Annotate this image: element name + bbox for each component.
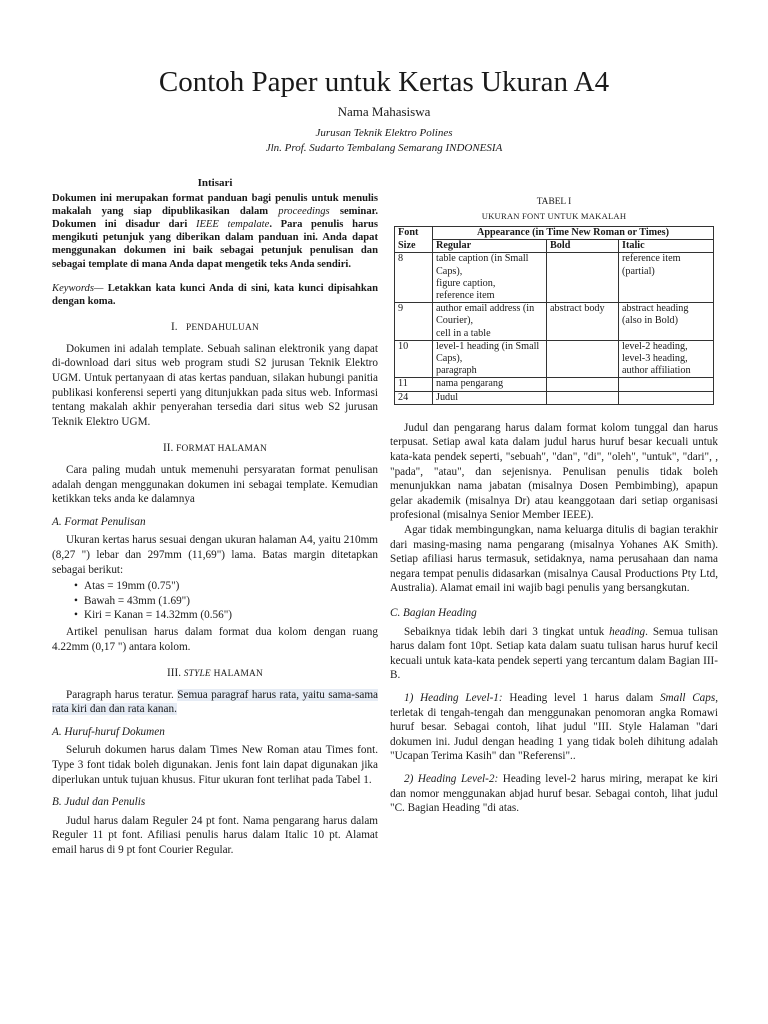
- keywords-label: Keywords—: [52, 282, 104, 294]
- section-2-title: FORMAT HALAMAN: [176, 444, 267, 455]
- table-cell-size: 24: [395, 391, 433, 404]
- section-2-paragraph: Cara paling mudah untuk memenuhi persyaratan format penulisan adalah dengan menggunakan dokumen ini sebagai template. Kemudian ketikkan teks anda ke dalamnya: [52, 463, 378, 506]
- subsection-3c-paragraph: [390, 625, 718, 683]
- subsection-3c-heading: C. Bagian Heading: [390, 606, 477, 619]
- table-cell-bold: [547, 253, 619, 303]
- table-header-font: Font: [395, 227, 433, 240]
- table-header-regular: Regular: [433, 240, 547, 253]
- heading-level-2-label: 2) Heading Level-2:: [404, 772, 499, 785]
- table-row: [395, 303, 714, 341]
- section-1-number: I.: [171, 321, 178, 334]
- section-3-text-a: Paragraph harus teratur.: [66, 688, 178, 701]
- subsection-3b-paragraph: Judul harus dalam Reguler 24 pt font. Nama pengarang harus dalam Reguler 11 pt font. Afiliasi penulis harus dalam Italic 10 pt. Alamat email harus di 9 pt font Courier Regular.: [52, 814, 378, 857]
- table-row: [395, 391, 714, 404]
- author-name: Nama Mahasiswa: [337, 104, 431, 119]
- heading-level-1-label: 1) Heading Level-1:: [404, 691, 503, 704]
- table-header-size: Size: [395, 240, 433, 253]
- subsection-3a-heading: A. Huruf-huruf Dokumen: [52, 725, 165, 738]
- abstract-heading: Intisari: [197, 177, 233, 189]
- table-row: [395, 340, 714, 378]
- section-heading-1: [52, 320, 378, 336]
- keywords-text: Letakkan kata kunci Anda di sini, kata kunci dipisahkan dengan koma.: [52, 282, 378, 308]
- table-subtitle: UKURAN FONT UNTUK MAKALAH: [481, 211, 627, 221]
- table-body: [395, 253, 714, 404]
- table-caption: TABEL I: [536, 197, 572, 207]
- table-header-appearance: Appearance (in Time New Roman or Times): [433, 227, 714, 240]
- table-cell-bold: [547, 340, 619, 378]
- section-3-title-a: STYLE: [183, 669, 211, 680]
- table-cell-italic: level-2 heading, level-3 heading, author affiliation: [619, 340, 714, 378]
- table-cell-size: 11: [395, 378, 433, 391]
- subsection-3c-text-b: heading: [609, 625, 646, 638]
- subsection-3c-text-c: . Semua tulisan harus dalam font 10pt. Setiap kata dalam suatu tulisan harus huruf kecil kecuali untuk kata-kata pendek seperti yang tercantum dalam Bagian III-B.: [390, 625, 718, 682]
- abstract-text-e: . Para penulis harus mengikuti petunjuk yang diberikan dalam panduan ini. Anda dapat menggunakan dokumen ini baik sebagai petunjuk penulisan dan sebagai template di mana Anda dapat mengetik teks Anda sendiri.: [52, 219, 378, 270]
- table-cell-italic: [619, 391, 714, 404]
- affiliation-line-2: Jln. Prof. Sudarto Tembalang Semarang INDONESIA: [265, 142, 503, 154]
- section-3-paragraph: [52, 688, 378, 717]
- subsection-2a-heading: A. Format Penulisan: [52, 515, 146, 528]
- section-3-number: III.: [167, 667, 181, 680]
- subsection-3c-text-a: Sebaiknya tidak lebih dari 3 tingkat untuk: [404, 625, 610, 638]
- table-row: [395, 253, 714, 303]
- affiliation-line-1: Jurusan Teknik Elektro Polines: [315, 127, 453, 139]
- abstract-text-c: seminar. Dokumen ini disadur dari: [52, 205, 378, 230]
- section-1-title: PENDAHULUAN: [185, 323, 259, 334]
- table-cell-size: 9: [395, 303, 433, 341]
- heading-level-1-text-b: Small Caps: [659, 691, 716, 704]
- right-paragraph-1: Judul dan pengarang harus dalam format kolom tunggal dan harus terpusat. Setiap awal kata dalam judul harus huruf besar kecuali untuk kata-kata pendek seperti, "sebuah", "dan", "di", "oleh", "untuk", "dari", , "pada", "atau", dan sejenisnya. Penulisan penulis tidak boleh menunjukkan nama jabatan (misalnya Dosen Pembimbing), apapun gelar akademik (misalnya Dr) atau keanggotaan dari setiap organisasi profesional (misalnya Senior Member IEEE).: [390, 421, 718, 522]
- table-cell-regular: Judul: [433, 391, 547, 404]
- abstract-text-b: proceedings: [278, 205, 330, 217]
- right-column: [390, 196, 718, 816]
- abstract-text-a: Dokumen ini merupakan format panduan bagi penulis untuk menulis makalah yang siap dipublikasikan dalam: [52, 192, 378, 217]
- table-cell-size: 8: [395, 253, 433, 303]
- table-cell-regular: table caption (in Small Caps), figure caption, reference item: [433, 253, 547, 303]
- table-cell-regular: author email address (in Courier), cell in a table: [433, 303, 547, 341]
- heading-level-2-paragraph: [390, 772, 718, 816]
- table-cell-italic: abstract heading (also in Bold): [619, 303, 714, 341]
- subsection-3b-heading: B. Judul dan Penulis: [52, 796, 146, 809]
- author-affiliation: [0, 126, 768, 156]
- table-row: [395, 378, 714, 391]
- table-header-bold: Bold: [547, 240, 619, 253]
- table-cell-size: 10: [395, 340, 433, 378]
- table-cell-italic: reference item (partial): [619, 253, 714, 303]
- section-heading-3: [52, 666, 378, 682]
- table-cell-bold: [547, 391, 619, 404]
- abstract-text-d: IEEE tempalate: [195, 219, 270, 230]
- section-3-title-b: HALAMAN: [213, 669, 263, 680]
- section-2-number: II.: [163, 442, 174, 455]
- right-paragraph-2: Agar tidak membingungkan, nama keluarga ditulis di bagian terakhir dari masing-masing nama pengarang (misalnya Yohanes AK Smith). Setiap afiliasi harus termasuk, setidaknya, nama perusahaan dan nama negara tempat penulis didasarkan (misalnya Causal Productions Pty Ltd, Australia). Alamat email ini wajib bagi penulis yang bersangkutan.: [390, 524, 718, 595]
- heading-level-1-text-a: Heading level 1 harus dalam: [502, 691, 660, 704]
- subsection-3a-paragraph: Seluruh dokumen harus dalam Times New Roman atau Times font. Type 3 font tidak boleh digunakan. Jenis font lain dapat digunakan jika diperlukan untuk tujuan khusus. Fitur ukuran font terlihat pada Tabel 1.: [52, 744, 378, 786]
- heading-level-1-text-c: , terletak di tengah-tengah dan menggunakan penomoran angka Romawi huruf besar. Sebagai contoh, lihat judul "III. Style Halaman "dari dokumen ini. Judul dengan heading 1 yang tidak boleh dihitung adalah "Ucapan Terima Kasih" dan "Referensi"..: [390, 691, 718, 763]
- abstract-body: [52, 192, 378, 271]
- table-cell-bold: abstract body: [547, 303, 619, 341]
- highlighted-text: Semua paragraf harus rata, yaitu sama-sama rata kiri dan dan rata kanan.: [52, 688, 378, 716]
- margin-list-item: • Bawah = 43mm (1.69"): [74, 594, 378, 609]
- heading-level-2-text: Heading level-2 harus miring, merapat ke kiri dan nomor menggunakan abjad huruf besar. Sebagai contoh, lihat judul "C. Bagian Heading "di atas.: [390, 772, 718, 815]
- section-1-paragraph: Dokumen ini adalah template. Sebuah salinan elektronik yang dapat di-download dari situs web program studi S2 jurusan Teknik Elektro UGM. Untuk pertanyaan di atas kertas panduan, silakan hubungi panitia publikasi konferensi seperti yang ditunjukkan pada situs web. Informasi tentang makalah akhir penyerahan tersedia dari situs web S2 jurusan Teknik Elektro UGM.: [52, 342, 378, 428]
- table-cell-regular: nama pengarang: [433, 378, 547, 391]
- subsection-2a-paragraph-1: Ukuran kertas harus sesuai dengan ukuran halaman A4, yaitu 210mm (8,27 ") lebar dan 297mm (11,69") lama. Batas margin ditetapkan sebagai berikut:: [52, 534, 378, 576]
- table-cell-regular: level-1 heading (in Small Caps), paragraph: [433, 340, 547, 378]
- margin-list-item: • Kiri = Kanan = 14.32mm (0.56"): [74, 608, 378, 623]
- margin-list-item: • Atas = 19mm (0.75"): [74, 579, 378, 594]
- heading-level-1-paragraph: [390, 691, 718, 764]
- table-header-italic: Italic: [619, 240, 714, 253]
- font-size-table: [394, 226, 714, 405]
- paper-title: Contoh Paper untuk Kertas Ukuran A4: [158, 66, 610, 98]
- table-cell-italic: [619, 378, 714, 391]
- margin-list: [52, 579, 378, 623]
- table-cell-bold: [547, 378, 619, 391]
- subsection-2a-paragraph-2: Artikel penulisan harus dalam format dua kolom dengan ruang 4.22mm (0,17 ") antara kolom.: [52, 625, 378, 653]
- table-subheader-row: [395, 240, 714, 253]
- keywords: [52, 282, 378, 308]
- left-column: [52, 176, 378, 858]
- table-header-row: [395, 227, 714, 240]
- section-heading-2: [52, 441, 378, 457]
